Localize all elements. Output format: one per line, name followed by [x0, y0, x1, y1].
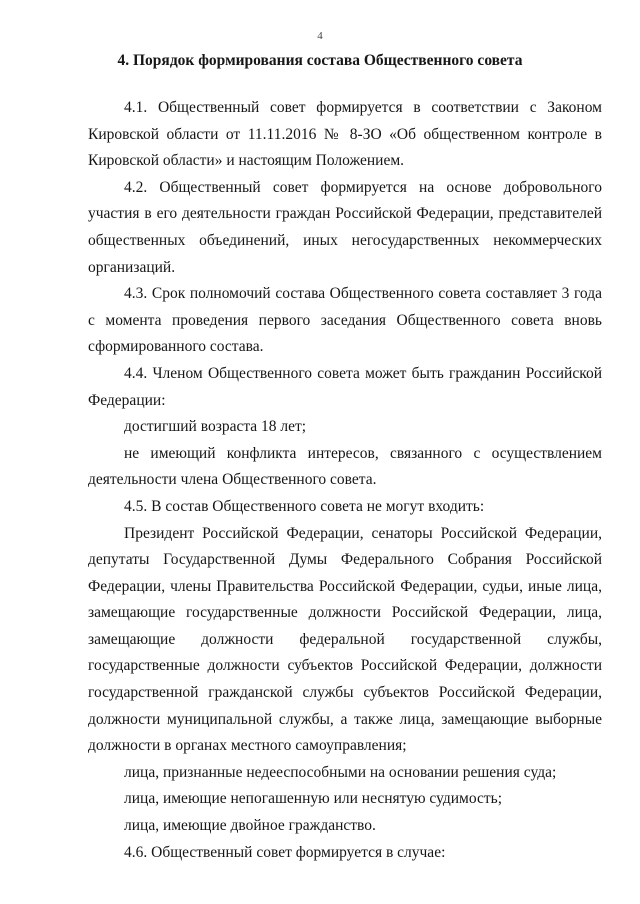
list-item-conflict: не имеющий конфликта интересов, связанного с осуществлением деятельности члена Общественного совета. [88, 444, 602, 489]
paragraph-4-4: 4.4. Членом Общественного совета может быть гражданин Российской Федерации: [88, 364, 602, 409]
list-item-conviction: лица, имеющие непогашенную или неснятую судимость; [124, 790, 503, 808]
page-number: 4 [317, 30, 323, 42]
paragraph-4-6: 4.6. Общественный совет формируется в случае: [124, 843, 446, 861]
list-item-dual-citizenship: лица, имеющие двойное гражданство. [124, 817, 376, 835]
paragraph-4-3: 4.3. Срок полномочий состава Общественного совета составляет 3 года с момента проведения первого заседания Общественного совета вновь сформированного состава. [88, 285, 602, 356]
section-heading: 4. Порядок формирования состава Общественного совета [117, 52, 523, 69]
paragraph-4-1: 4.1. Общественный совет формируется в соответствии с Законом Кировской области от 11.11.2016 № 8-ЗО «Об общественном контроле в Кировской области» и настоящим Положением. [88, 99, 602, 170]
paragraph-4-5: 4.5. В состав Общественного совета не могут входить: [124, 497, 485, 515]
list-item-incapacitated: лица, признанные недееспособными на основании решения суда; [124, 763, 557, 781]
paragraph-excluded-persons: Президент Российской Федерации, сенаторы Российской Федерации, депутаты Государственной Думы Федерального Собрания Российской Федерации, члены Правительства Российской Федерации, судьи, иные лица, замещающие государственные должности Российской Федерации, лица, замещающие должности федеральной государственной службы, государственные должности субъектов Российской Федерации, должности государственной гражданской службы субъектов Российской Федерации, должности муниципальной службы, а также лица, замещающие выборные должности в органах местного самоуправления; [88, 524, 602, 755]
paragraph-4-2: 4.2. Общественный совет формируется на основе добровольного участия в его деятельности граждан Российской Федерации, представителей общественных объединений, иных негосударственных некоммерческих организаций. [88, 178, 602, 276]
section-body [88, 95, 602, 866]
list-item-age: достигший возраста 18 лет; [124, 418, 307, 436]
